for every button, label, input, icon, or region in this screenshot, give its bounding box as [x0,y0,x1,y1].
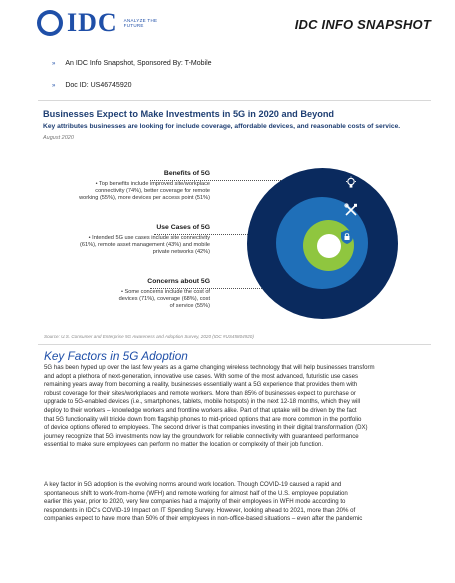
benefits-line: • Top benefits include improved site/workplace [95,181,210,187]
logo-tagline: ANALYZE THE FUTURE [123,17,158,28]
text-line: essential to make sure employees can perform no matter the location or complexity of their job function. [44,441,324,449]
lightbulb-icon [343,175,359,191]
benefits-line: working (55%), more devices per access point (51%) [79,195,210,202]
concerns-text [60,289,210,311]
use-cases-block [60,224,210,257]
text-line: spontaneous shift to work-from-home (WFH) and remote working for almost half of the U.S. employee population [44,489,348,497]
section-heading: Key Factors in 5G Adoption [44,349,188,363]
concerns-block [60,278,210,311]
paragraph-2 [44,481,431,524]
use-cases-text [60,235,210,257]
snapshot-title: IDC INFO SNAPSHOT [294,17,431,32]
text-line: 5G has been hyped up over the last few years as a game changing wireless technology that will help businesses transform [44,364,375,371]
benefits-block [60,170,210,203]
concerns-line: of service (55%) [169,303,210,310]
concerns-line: devices (71%), coverage (68%), cost [118,296,210,303]
divider [38,100,431,101]
chevron-right-icon: » [52,83,56,89]
report-title: Businesses Expect to Make Investments in 5G in 2020 and Beyond [43,109,335,119]
text-line: respondents in IDC's COVID-19 Impact on IT Spending Survey. However, looking ahead to 2021, more than 20% of [44,506,356,514]
text-line: deploy to their workers – knowledge workers and frontline workers alike. Part of that uptake will be driven by the fact [44,406,357,414]
text-line: that 5G functionality will trickle down from flagship phones to mid-priced options that are more common in the portfolio [44,415,362,423]
idc-logo [37,8,164,38]
benefits-title: Benefits of 5G [163,170,210,177]
use-cases-line: (61%), remote asset management (43%) and mobile [80,242,210,249]
use-cases-line: • Intended 5G use cases include site connectivity [88,235,210,241]
benefits-text [60,181,210,203]
doc-id-line [52,82,132,89]
chevron-right-icon: » [52,61,56,67]
paragraph-1 [44,364,431,450]
text-line: and adopt a plethora of next-generation, innovative use cases. With some of the most advanced, futuristic use cases [44,372,359,380]
shield-icon [339,229,355,245]
divider [38,344,431,345]
report-date: August 2020 [43,135,74,141]
use-cases-line: private networks (42%) [152,249,210,256]
sponsor-line [52,60,212,67]
text-line: companies expect to have more than 50% of their employees in non-office-based situations – even after the pandemic [44,515,363,523]
benefits-line: connectivity (74%), better coverage for remote [95,188,210,195]
text-line: journey recognize that 5G investments now lay the groundwork for reliable connectivity with guaranteed performance [44,432,359,440]
text-line: remaining years away from becoming a reality, businesses essentially want a 5G experience that provides them with [44,381,358,389]
text-line: robust coverage for their sites/workplaces and remote workers. More than 85% of businesses expect to purchase or [44,389,356,397]
use-cases-title: Use Cases of 5G [156,224,210,231]
concerns-title: Concerns about 5G [147,278,210,285]
text-line: of device options offered to employees. The second driver is that companies investing in their digital transformation (DX) [44,424,368,432]
text-line: upgrade to 5G-enabled devices (i.e., smartphones, tablets, mobile hotspots) in the next 12-18 months, which they will [44,398,361,406]
idc-logo-mark-icon [37,10,63,36]
text-line: earlier this year, prior to 2020, very few companies had a majority of their employees in WFH mode according to [44,498,346,506]
doc-id-text: Doc ID: US46745920 [65,82,132,89]
logo-text: IDC [67,8,118,37]
core-circle [317,234,341,258]
text-line: A key factor in 5G adoption is the evolving norms around work location. Though COVID-19 caused a rapid and [44,481,342,488]
concerns-line: • Some concerns include the cost of [120,289,210,295]
sponsor-text: An IDC Info Snapshot, Sponsored By: T-Mobile [65,60,212,67]
report-subtitle: Key attributes businesses are looking for include coverage, affordable devices, and reasonable costs of service. [43,123,401,130]
source-note: Source: U.S. Consumer and Enterprise 5G Awareness and Adoption Survey, 2020 (IDC #US45804920) [44,334,254,339]
tools-icon [343,202,359,218]
